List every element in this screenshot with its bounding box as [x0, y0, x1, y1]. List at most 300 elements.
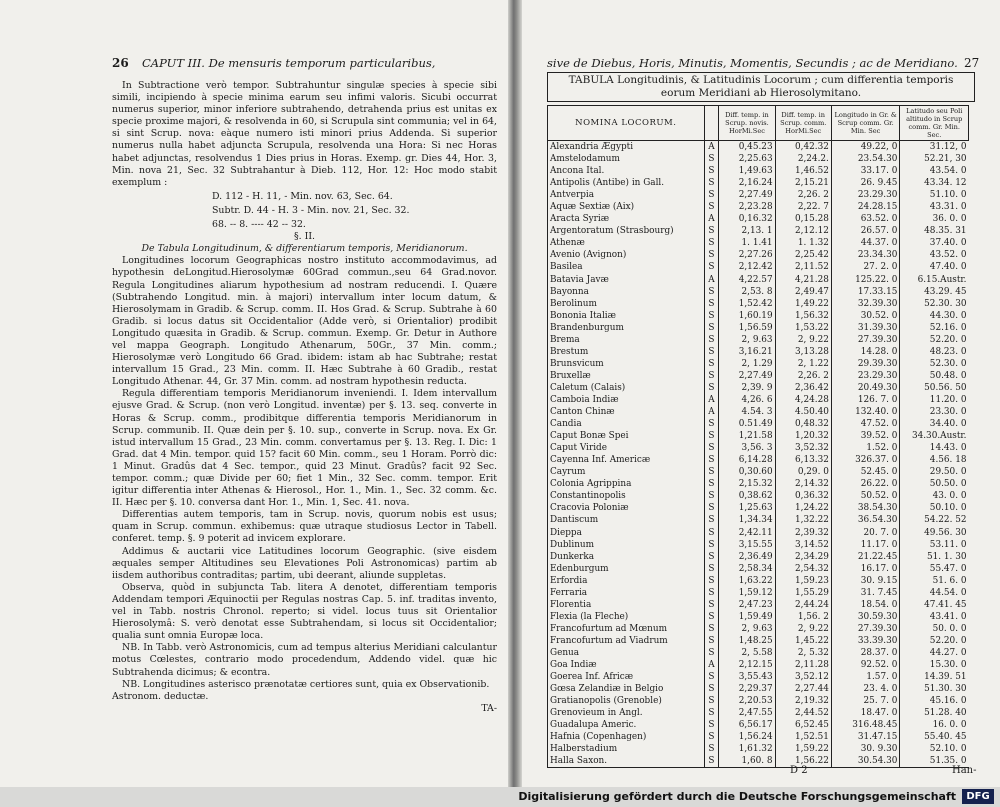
diff-new-cell: 1,49.63: [719, 165, 775, 177]
diff-common-cell: 2,36.42: [775, 382, 831, 394]
right-running-head: sive de Diebus, Horis, Minutis, Momentis, Secundis ; ac de Meridiano.: [547, 56, 958, 70]
longitude-cell: 17.33.15: [831, 286, 900, 298]
table-row: [548, 454, 969, 466]
sign-cell: S: [704, 466, 719, 478]
diff-new-cell: 2, 5.58: [719, 647, 775, 659]
latitude-cell: 45.16. 0: [900, 695, 969, 707]
paragraph: NB. In Tabb. verò Astronomicis, cum ad tempus alterius Meridiani calculantur motus Cœlestes, contrario modo procedendum, Addendo videl. quæ hic Subtrahenda dicimus; & econtra.: [112, 642, 497, 678]
diff-new-cell: 1,25.63: [719, 502, 775, 514]
table-row: [548, 322, 969, 334]
sign-cell: S: [704, 563, 719, 575]
table-row: [548, 695, 969, 707]
longitude-cell: 132.40. 0: [831, 406, 900, 418]
sign-cell: S: [704, 346, 719, 358]
location-name: Candia: [548, 418, 705, 430]
diff-common-cell: 2,39.32: [775, 527, 831, 539]
table-row: [548, 201, 969, 213]
latitude-cell: 43.34. 12: [900, 177, 969, 189]
location-name: Brema: [548, 334, 705, 346]
latitude-cell: 44.54. 0: [900, 587, 969, 599]
sign-cell: S: [704, 370, 719, 382]
location-name: Dieppa: [548, 527, 705, 539]
longitude-cell: 33.39.30: [831, 635, 900, 647]
diff-common-cell: 2,25.42: [775, 249, 831, 261]
diff-common-cell: 2, 9.22: [775, 334, 831, 346]
location-name: Gœsa Zelandiæ in Belgio: [548, 683, 705, 695]
table-row: [548, 165, 969, 177]
longitude-cell: 29.39.30: [831, 358, 900, 370]
latitude-cell: 16. 0. 0: [900, 719, 969, 731]
left-running-head: CAPUT III. De mensuris temporum particularibus,: [142, 56, 436, 70]
diff-new-cell: 1,21.58: [719, 430, 775, 442]
diff-common-cell: 2,44.24: [775, 599, 831, 611]
location-name: Ferraria: [548, 587, 705, 599]
diff-new-cell: 2,12.42: [719, 261, 775, 273]
location-name: Dublinum: [548, 539, 705, 551]
table-row: [548, 225, 969, 237]
paragraph: Regula differentiam temporis Meridianorum inveniendi. I. Idem intervallum ejusve Grad. & Scrup. (non verò Longitud. inventæ) per §. 13. seq. converte in Horas & Scrup. comm., prodibitque differentia temporis Meridianorum in Scrup. communib. II. Quæ dein per §. 10. sup., converte in Scrup. nova. Ex Gr. istud intervallum 15 Grad., 23 Min. comm. convertamus per §. 13. Reg. I. Dic: 1 Grad. dat 4 Min. tempor. quid 15? facit 60 Min. comm., seu 1 Horam. Porrò dic: 1 Minut. Gradûs dat 4 Sec. tempor., quid 23 Minut. Gradûs? facit 92 Sec. tempor. comm.; quæ Divide per 60; fiet 1 Min., 32 Sec. comm. tempor. Erit igitur differentia inter Athenas & Hierosol., Hor. 1., Min. 1., Sec. 32 comm. &c. II. Hæc per §. 10. conversa dant Hor. 1., Min. 1, Sec. 41. nova.: [112, 388, 497, 509]
location-name: Amstelodamum: [548, 153, 705, 165]
section-mark: §. II.: [293, 231, 316, 243]
location-name: Bayonna: [548, 286, 705, 298]
table-row: [548, 731, 969, 743]
diff-new-cell: 0,38.62: [719, 490, 775, 502]
diff-new-cell: 3,15.55: [719, 539, 775, 551]
sum-line: 68. -- 8. ---- 42 -- 32.: [212, 219, 306, 231]
location-name: Guadalupa Americ.: [548, 719, 705, 731]
longitude-cell: 23.29.30: [831, 370, 900, 382]
longitude-cell: 18.54. 0: [831, 599, 900, 611]
longitude-cell: 32.39.30: [831, 298, 900, 310]
latitude-cell: 43.54. 0: [900, 165, 969, 177]
table-body: [548, 141, 969, 768]
location-name: Goerea Inf. Africæ: [548, 671, 705, 683]
longitude-cell: 50.52. 0: [831, 490, 900, 502]
table-row: [548, 659, 969, 671]
paragraph: Observa, quòd in subjuncta Tab. litera A denotet, differentiam temporis Addendam tempori Æquinoctii per Regulas nostras Cap. 5. inf. traditas invento, vel in Tabb. nostris Chronol. reperto; si videl. locus tuus sit Orientalior Hierosolymâ: S. verò denotat esse Subtrahendam, si locus sit Occidentalior; qualia sunt omnia Europæ loca.: [112, 581, 497, 642]
latitude-cell: 43.52. 0: [900, 249, 969, 261]
latitude-cell: 51.10. 0: [900, 189, 969, 201]
diff-common-cell: 2,22. 7: [775, 201, 831, 213]
diff-new-cell: 1,48.25: [719, 635, 775, 647]
header-diff-new: Diff. temp. in Scrup. novis. HorMi.Sec: [719, 106, 775, 141]
table-row: [548, 430, 969, 442]
longitude-cell: 23.34.30: [831, 249, 900, 261]
sign-cell: S: [704, 755, 719, 768]
location-name: Caput Viride: [548, 442, 705, 454]
latitude-cell: 44.27. 0: [900, 647, 969, 659]
latitude-cell: 47.41. 45: [900, 599, 969, 611]
diff-common-cell: 2,26. 2: [775, 189, 831, 201]
longitude-cell: 125.22. 0: [831, 274, 900, 286]
location-name: Dantiscum: [548, 514, 705, 526]
latitude-cell: 52.30. 30: [900, 298, 969, 310]
longitude-cell: 26.22. 0: [831, 478, 900, 490]
diff-new-cell: 2,16.24: [719, 177, 775, 189]
section-title: De Tabula Longitudinum, & differentiarum temporis, Meridianorum.: [141, 243, 468, 255]
sign-cell: S: [704, 719, 719, 731]
diff-new-cell: 2,27.26: [719, 249, 775, 261]
funding-note: Digitalisierung gefördert durch die Deutsche Forschungsgemeinschaft: [518, 790, 956, 803]
sign-cell: S: [704, 647, 719, 659]
diff-new-cell: 2, 9.63: [719, 623, 775, 635]
diff-common-cell: 1,24.22: [775, 502, 831, 514]
sign-cell: S: [704, 310, 719, 322]
latitude-cell: 52.10. 0: [900, 743, 969, 755]
right-page: [522, 0, 1000, 787]
location-name: Florentia: [548, 599, 705, 611]
latitude-cell: 52.16. 0: [900, 322, 969, 334]
longitude-cell: 316.48.45: [831, 719, 900, 731]
sign-cell: S: [704, 237, 719, 249]
signature-mark: D 2: [790, 765, 808, 776]
sign-cell: S: [704, 611, 719, 623]
sign-cell: S: [704, 587, 719, 599]
longitude-cell: 126. 7. 0: [831, 394, 900, 406]
location-name: Bruxellæ: [548, 370, 705, 382]
latitude-cell: 53.11. 0: [900, 539, 969, 551]
diff-new-cell: 1,34.34: [719, 514, 775, 526]
table-row: [548, 635, 969, 647]
location-name: Hafnia (Copenhagen): [548, 731, 705, 743]
sum-line: Subtr. D. 44 - H. 3 - Min. nov. 21, Sec. 32.: [212, 204, 410, 216]
table-row: [548, 527, 969, 539]
diff-new-cell: 3,16.21: [719, 346, 775, 358]
longitude-cell: 30. 9.30: [831, 743, 900, 755]
sign-cell: S: [704, 201, 719, 213]
longitude-cell: 52.45. 0: [831, 466, 900, 478]
dfg-logo: DFG: [962, 789, 994, 804]
longitude-cell: 44.37. 0: [831, 237, 900, 249]
location-name: Francofurtum ad Mœnum: [548, 623, 705, 635]
sign-cell: S: [704, 478, 719, 490]
diff-new-cell: 4,22.57: [719, 274, 775, 286]
location-name: Ancona Ital.: [548, 165, 705, 177]
latitude-cell: 50.56. 50: [900, 382, 969, 394]
longitude-cell: 23. 4. 0: [831, 683, 900, 695]
paragraph: Addimus & auctarii vice Latitudines locorum Geographic. (sive eisdem æquales semper Altitudines seu Elevationes Poli Astronomicas) partim ab iisdem authoribus contraditas; partim, ubi deerant, aliunde suppletas.: [112, 545, 497, 581]
diff-new-cell: 1,59.49: [719, 611, 775, 623]
latitude-cell: 52.30. 0: [900, 358, 969, 370]
latitude-cell: 51.35. 0: [900, 755, 969, 768]
location-name: Caletum (Calais): [548, 382, 705, 394]
diff-new-cell: 0,45.23: [719, 141, 775, 154]
longitude-cell: 49.22, 0: [831, 141, 900, 154]
header-longitude: Longitudo in Gr. & Scrup comm. Gr. Min. Sec: [831, 106, 900, 141]
sign-cell: A: [704, 213, 719, 225]
locations-table: [547, 105, 969, 768]
table-row: [548, 502, 969, 514]
table-row: [548, 575, 969, 587]
table-row: [548, 490, 969, 502]
latitude-cell: 44.30. 0: [900, 310, 969, 322]
sign-cell: S: [704, 298, 719, 310]
table-row: [548, 418, 969, 430]
longitude-cell: 36.54.30: [831, 514, 900, 526]
sign-cell: S: [704, 635, 719, 647]
sign-cell: S: [704, 575, 719, 587]
diff-common-cell: 1,55.29: [775, 587, 831, 599]
diff-common-cell: 2,49.47: [775, 286, 831, 298]
diff-common-cell: 2, 5.32: [775, 647, 831, 659]
latitude-cell: 50. 0. 0: [900, 623, 969, 635]
diff-common-cell: 1,56. 2: [775, 611, 831, 623]
diff-common-cell: 0,29. 0: [775, 466, 831, 478]
table-row: [548, 261, 969, 273]
longitude-cell: 39.52. 0: [831, 430, 900, 442]
table-title: TABULA Longitudinis, & Latitudinis Locorum ; cum differentia temporis eorum Meridiani ab Hierosolymitano.: [547, 72, 975, 102]
diff-common-cell: 4.50.40: [775, 406, 831, 418]
table-row: [548, 382, 969, 394]
left-page-number: 26: [112, 56, 129, 70]
sum-line: D. 112 - H. 11, - Min. nov. 63, Sec. 64.: [212, 190, 393, 202]
sign-cell: S: [704, 514, 719, 526]
diff-common-cell: 2,15.21: [775, 177, 831, 189]
location-name: Batavia Javæ: [548, 274, 705, 286]
table-header-row: [548, 106, 969, 141]
longitude-cell: 25. 7. 0: [831, 695, 900, 707]
diff-new-cell: 2,53. 8: [719, 286, 775, 298]
sign-cell: S: [704, 490, 719, 502]
latitude-cell: 54.22. 52: [900, 514, 969, 526]
diff-new-cell: 4,26. 6: [719, 394, 775, 406]
location-name: Antipolis (Antibe) in Gall.: [548, 177, 705, 189]
diff-new-cell: 2, 1.29: [719, 358, 775, 370]
diff-new-cell: 1,59.12: [719, 587, 775, 599]
diff-new-cell: 1,60. 8: [719, 755, 775, 768]
sign-cell: S: [704, 623, 719, 635]
right-page-number: 27: [964, 56, 980, 70]
sign-cell: S: [704, 454, 719, 466]
table-row: [548, 406, 969, 418]
diff-common-cell: 2,44.52: [775, 707, 831, 719]
diff-new-cell: 1,56.24: [719, 731, 775, 743]
diff-common-cell: 3,13.28: [775, 346, 831, 358]
latitude-cell: 51. 1. 30: [900, 551, 969, 563]
footer-bar: [0, 787, 1000, 807]
longitude-cell: 24.28.15: [831, 201, 900, 213]
longitude-cell: 23.54.30: [831, 153, 900, 165]
diff-new-cell: 0,30.60: [719, 466, 775, 478]
location-name: Edenburgum: [548, 563, 705, 575]
sign-cell: S: [704, 442, 719, 454]
table-row: [548, 647, 969, 659]
diff-new-cell: 2,42.11: [719, 527, 775, 539]
longitude-cell: 21.22.45: [831, 551, 900, 563]
latitude-cell: 14.43. 0: [900, 442, 969, 454]
diff-common-cell: 3,14.52: [775, 539, 831, 551]
latitude-cell: 36. 0. 0: [900, 213, 969, 225]
paragraph: Longitudines locorum Geographicas nostro instituto accommodavimus, ad hypothesin deLongitud.Hierosolymæ 60Grad commun.,seu 64 Grad.novor. Regula Longitudines aliarum hypothesium ad nostram reducendi. I. Quære (Subtrahendo Longitud. min. à majori) intervallum inter locum datum, & Hierosolymam in Gradib. & Scrup. comm. II. Hos Grad. & Scrup. Subtrahe à 60 Gradib. si locus datus sit Occidentalior (Adde verò, si Orientalior) prodibit Longitudo quæsita in Gradib. & Scrup. commun. Exemp. Gr. Detur in Authore vel mappa Geograph. Longitudo Athenarum, 50Gr., 37 Min. comm.; Hierosolymæ verò Longitudo 66 Grad. ibidem: istam ab hac Subtrahe; restat intervallum 15 Grad., 23 Min. comm. II. Hæc Subtrahe à 60 Gradib., restat Longitudo Athenar. 44, Gr. 37 Min. comm. ad nostram hypothesin reducta.: [112, 255, 497, 388]
diff-new-cell: 3,55.43: [719, 671, 775, 683]
diff-new-cell: 2,27.49: [719, 189, 775, 201]
catchword: Han-: [952, 765, 977, 776]
diff-common-cell: 0,15.28: [775, 213, 831, 225]
longitude-cell: 26.57. 0: [831, 225, 900, 237]
diff-new-cell: 6,14.28: [719, 454, 775, 466]
sign-cell: S: [704, 418, 719, 430]
latitude-cell: 51. 6. 0: [900, 575, 969, 587]
diff-common-cell: 2,34.29: [775, 551, 831, 563]
longitude-cell: 30. 9.15: [831, 575, 900, 587]
diff-common-cell: 2,27.44: [775, 683, 831, 695]
diff-new-cell: 2,12.15: [719, 659, 775, 671]
location-name: Berolinum: [548, 298, 705, 310]
diff-common-cell: 2,26. 2: [775, 370, 831, 382]
table-row: [548, 514, 969, 526]
table-row: [548, 442, 969, 454]
longitude-cell: 27.39.30: [831, 334, 900, 346]
sign-cell: S: [704, 225, 719, 237]
diff-common-cell: 2,11.52: [775, 261, 831, 273]
sign-cell: S: [704, 249, 719, 261]
table-row: [548, 611, 969, 623]
table-row: [548, 237, 969, 249]
location-name: Colonia Agrippina: [548, 478, 705, 490]
diff-new-cell: 2,58.34: [719, 563, 775, 575]
sign-cell: S: [704, 430, 719, 442]
table-row: [548, 743, 969, 755]
diff-common-cell: 1. 1.32: [775, 237, 831, 249]
sign-cell: S: [704, 177, 719, 189]
location-name: Canton Chinæ: [548, 406, 705, 418]
latitude-cell: 52.20. 0: [900, 635, 969, 647]
diff-common-cell: 2,12.12: [775, 225, 831, 237]
paragraph: In Subtractione verò tempor. Subtrahuntur singulæ species à specie sibi simili, incipiendo à specie minima earum seu infimi valoris. Sicubi occurrat numerus superior, minor inferiore subtrahendo, detrahenda prius est unitas ex specie proxime majori, & resolvenda in 60, si Scrupula sint communia; vel in 64, si sint Scrup. nova: eàque numero isti minori prius Addenda. Si superior numerus nulla habet adjuncta Scrupula, resolvenda una Hora: Si nec Horas habet adjunctas, resolvendus 1 Dies prius in Horas. Exemp. gr. Dies 44, Hor. 3, Min. nova 21, Sec. 32 Subtrahantur à Dieb. 112, Hor. 12: Hoc modo stabit exemplum :: [112, 80, 497, 188]
latitude-cell: 11.20. 0: [900, 394, 969, 406]
table-row: [548, 563, 969, 575]
longitude-cell: 92.52. 0: [831, 659, 900, 671]
diff-common-cell: 1,49.22: [775, 298, 831, 310]
table-row: [548, 394, 969, 406]
diff-common-cell: 1,56.32: [775, 310, 831, 322]
table-row: [548, 683, 969, 695]
longitude-cell: 47.52. 0: [831, 418, 900, 430]
table-row: [548, 587, 969, 599]
latitude-cell: 43.31. 0: [900, 201, 969, 213]
location-name: Goa Indiæ: [548, 659, 705, 671]
header-diff-common: Diff. temp. in Scrup. comm. HorMi.Sec: [775, 106, 831, 141]
sign-cell: A: [704, 141, 719, 154]
diff-common-cell: 1,20.32: [775, 430, 831, 442]
table-row: [548, 358, 969, 370]
table-row: [548, 274, 969, 286]
sign-cell: S: [704, 599, 719, 611]
sign-cell: S: [704, 731, 719, 743]
location-name: Gratianopolis (Grenoble): [548, 695, 705, 707]
paragraph: Differentias autem temporis, tam in Scrup. novis, quorum nobis est usus; quam in Scrup. commun. exhibemus: quæ utraque studiosus Lector in Tabell. conferet. temp. §. 9 poterit ad invicem explorare.: [112, 509, 497, 545]
header-names: NOMINA LOCORUM.: [548, 106, 705, 141]
sign-cell: A: [704, 406, 719, 418]
diff-common-cell: 2,24.2.: [775, 153, 831, 165]
longitude-cell: 38.54.30: [831, 502, 900, 514]
longitude-cell: 1.52. 0: [831, 442, 900, 454]
table-row: [548, 755, 969, 768]
diff-common-cell: 2, 9.22: [775, 623, 831, 635]
sign-cell: S: [704, 707, 719, 719]
diff-common-cell: 2, 1.22: [775, 358, 831, 370]
location-name: Athenæ: [548, 237, 705, 249]
longitude-cell: 33.17. 0: [831, 165, 900, 177]
location-name: Avenio (Avignon): [548, 249, 705, 261]
longitude-cell: 30.52. 0: [831, 310, 900, 322]
diff-common-cell: 0,36.32: [775, 490, 831, 502]
location-name: Genua: [548, 647, 705, 659]
location-name: Aracta Syriæ: [548, 213, 705, 225]
location-name: Bononia Italiæ: [548, 310, 705, 322]
latitude-cell: 15.30. 0: [900, 659, 969, 671]
table-row: [548, 346, 969, 358]
location-name: Erfordia: [548, 575, 705, 587]
location-name: Dunkerka: [548, 551, 705, 563]
diff-new-cell: 3,56. 3: [719, 442, 775, 454]
header-sign: [704, 106, 719, 141]
location-name: Argentoratum (Strasbourg): [548, 225, 705, 237]
longitude-cell: 14.28. 0: [831, 346, 900, 358]
diff-common-cell: 4,24.28: [775, 394, 831, 406]
diff-new-cell: 2,39. 9: [719, 382, 775, 394]
diff-new-cell: 1. 1.41: [719, 237, 775, 249]
sign-cell: S: [704, 743, 719, 755]
longitude-cell: 20. 7. 0: [831, 527, 900, 539]
table-row: [548, 286, 969, 298]
latitude-cell: 50.48. 0: [900, 370, 969, 382]
latitude-cell: 47.40. 0: [900, 261, 969, 273]
latitude-cell: 50.50. 0: [900, 478, 969, 490]
diff-common-cell: 6,52.45: [775, 719, 831, 731]
diff-common-cell: 1,32.22: [775, 514, 831, 526]
diff-new-cell: 1,60.19: [719, 310, 775, 322]
catchword: TA-: [481, 702, 497, 714]
longitude-cell: 23.29.30: [831, 189, 900, 201]
table-row: [548, 334, 969, 346]
longitude-cell: 27.39.30: [831, 623, 900, 635]
location-name: Cracovia Poloniæ: [548, 502, 705, 514]
location-name: Brunsvicum: [548, 358, 705, 370]
latitude-cell: 49.56. 30: [900, 527, 969, 539]
latitude-cell: 51.28. 40: [900, 707, 969, 719]
location-name: Cayrum: [548, 466, 705, 478]
diff-new-cell: 2, 9.63: [719, 334, 775, 346]
table-row: [548, 370, 969, 382]
longitude-cell: 18.47. 0: [831, 707, 900, 719]
sign-cell: S: [704, 261, 719, 273]
longitude-cell: 31. 7.45: [831, 587, 900, 599]
longitude-cell: 16.17. 0: [831, 563, 900, 575]
diff-new-cell: 2,47.55: [719, 707, 775, 719]
location-name: Flexia (la Fleche): [548, 611, 705, 623]
sign-cell: A: [704, 659, 719, 671]
table-row: [548, 213, 969, 225]
book-gutter: [508, 0, 522, 787]
location-name: Aquæ Sextiæ (Aix): [548, 201, 705, 213]
diff-new-cell: 1,56.59: [719, 322, 775, 334]
latitude-cell: 52.20. 0: [900, 334, 969, 346]
sign-cell: S: [704, 539, 719, 551]
location-name: Cayenna Inf. Americæ: [548, 454, 705, 466]
diff-new-cell: 2,13. 1: [719, 225, 775, 237]
diff-common-cell: 1,46.52: [775, 165, 831, 177]
location-name: Constantinopolis: [548, 490, 705, 502]
latitude-cell: 37.40. 0: [900, 237, 969, 249]
diff-new-cell: 2,23.28: [719, 201, 775, 213]
longitude-cell: 63.52. 0: [831, 213, 900, 225]
sign-cell: S: [704, 551, 719, 563]
table-row: [548, 177, 969, 189]
diff-new-cell: 2,25.63: [719, 153, 775, 165]
diff-common-cell: 0,42.32: [775, 141, 831, 154]
diff-new-cell: 2,27.49: [719, 370, 775, 382]
